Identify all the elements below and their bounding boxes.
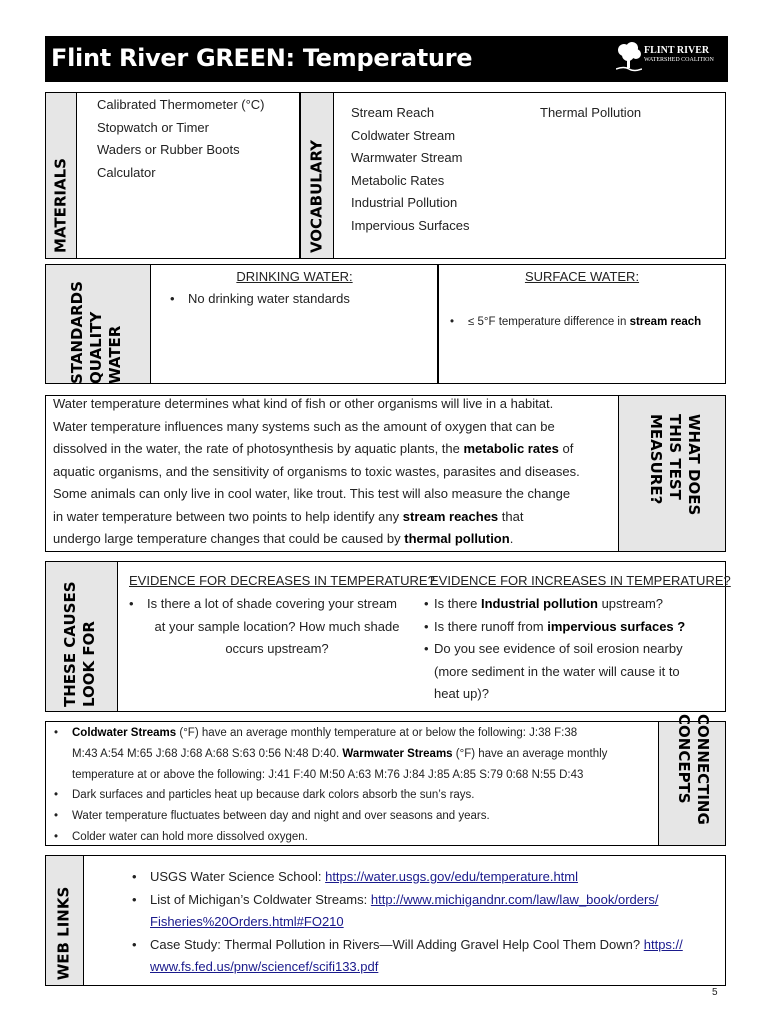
list-item: • Case Study: Thermal Pollution in Rivers—Will Adding Gravel Help Cool Them Down? https:// xyxy=(128,934,683,957)
vocabulary-list-col2 xyxy=(540,102,641,125)
logo-text-sub: WATERSHED COALITION xyxy=(644,57,714,63)
materials-label: MATERIALS xyxy=(51,158,70,253)
list-item: • Coldwater Streams (°F) have an average monthly temperature at or below the following: J:38 F:38 xyxy=(50,723,607,744)
list-item: Waders or Rubber Boots xyxy=(97,142,240,157)
list-item: Stream Reach xyxy=(351,105,435,120)
usgs-link[interactable]: https://water.usgs.gov/edu/temperature.html xyxy=(325,869,579,884)
list-item: Impervious Surfaces xyxy=(351,217,470,233)
measure-label: WHAT DOES THIS TEST MEASURE? xyxy=(647,414,703,516)
standards-label: STANDARDS QUALITY WATER xyxy=(68,281,124,384)
causes-label: THESE CAUSES LOOK FOR xyxy=(61,581,98,707)
list-item: Calibrated Thermometer (°C) xyxy=(97,97,265,112)
materials-list xyxy=(97,94,265,184)
list-item: Stopwatch or Timer xyxy=(97,119,209,135)
michigan-dnr-link-cont[interactable]: Fisheries%20Orders.html#FO210 xyxy=(150,914,344,929)
list-item: • List of Michigan’s Coldwater Streams: http://www.michigandnr.com/law/law_book/orders/ xyxy=(128,889,683,912)
list-item: • Water temperature fluctuates between day and night and over seasons and years. xyxy=(50,806,607,827)
list-item: • Dark surfaces and particles heat up because dark colors absorb the sun’s rays. xyxy=(50,785,607,806)
increase-items: • Is there Industrial pollution upstream? • Is there runoff from impervious surfaces ? • Do you see evidence of soil erosion nearby (more sediment in the water will cause it to heat up)? xyxy=(420,593,685,706)
michigan-dnr-link[interactable]: http://www.michigandnr.com/law/law_book/orders/ xyxy=(370,891,659,907)
concepts-label: CONNECTING CONCEPTS xyxy=(675,714,712,825)
decrease-item: • Is there a lot of shade covering your stream at your sample location? How much shade occurs upstream? xyxy=(125,593,421,661)
drinking-water-header: DRINKING WATER: xyxy=(236,269,353,284)
list-item: Warmwater Stream xyxy=(351,150,463,165)
list-item: • Is there runoff from impervious surfaces ? xyxy=(420,616,685,639)
list-item: Thermal Pollution xyxy=(540,105,642,120)
list-item: Coldwater Stream xyxy=(351,127,456,143)
page-number: 5 xyxy=(712,987,718,998)
list-item: • USGS Water Science School: https://water.usgs.gov/edu/temperature.html xyxy=(128,866,683,889)
concepts-list: • Coldwater Streams (°F) have an average monthly temperature at or below the following: J:38 F:38 M:43 A:54 M:65 J:68 J:68 A:68 S:63 0:56 N:48 D:40. Warmwater Streams (°F) have an average monthly temperature at or above the following: J:41 F:40 M:50 A:63 M:76 J:84 J:85 A:85 S:79 0:68 N:55 D:43 • Dark surfaces and particles heat up because dark colors absorb the sun’s rays. • Water temperature fluctuates between day and night and over seasons and years. • Colder water can hold more dissolved oxygen. xyxy=(50,723,607,848)
list-item: • Colder water can hold more dissolved oxygen. xyxy=(50,827,607,848)
tree-icon xyxy=(616,42,642,72)
vocabulary-label: VOCABULARY xyxy=(307,139,326,254)
list-item: Calculator xyxy=(97,164,156,180)
list-item: Industrial Pollution xyxy=(351,195,458,210)
surface-water-item: • ≤ 5°F temperature difference in stream reach xyxy=(446,311,770,334)
weblinks-label: WEB LINKS xyxy=(54,886,73,981)
list-item: Metabolic Rates xyxy=(351,172,445,188)
list-item: • Is there Industrial pollution upstream? xyxy=(420,593,685,616)
fs-fed-link-cont[interactable]: www.fs.fed.us/pnw/sciencef/scifi133.pdf xyxy=(150,959,379,974)
page-header xyxy=(45,36,728,82)
logo-text-main: FLINT RIVER xyxy=(644,45,710,56)
page-title: Flint River GREEN: Temperature xyxy=(51,44,473,72)
decrease-header: EVIDENCE FOR DECREASES IN TEMPERATURE? xyxy=(129,573,435,588)
weblinks-list xyxy=(128,866,683,979)
vocabulary-list xyxy=(351,102,470,237)
fs-fed-link[interactable]: https:// xyxy=(643,936,683,952)
measure-paragraph: Water temperature determines what kind of fish or other organisms will live in a habitat. Water temperature influences many systems such as the amount of oxygen that can be dissolved in the water, the rate of photosynthesis by aquatic plants, the metabolic rates of aquatic organisms, and the sensitivity of organisms to toxic wastes, parasites and diseases. Some animals can only live in cool water, like trout. This test will also measure the change in water temperature between two points to help identify any stream reaches that undergo large temperature changes that could be caused by thermal pollution. xyxy=(53,396,580,546)
surface-water-header: SURFACE WATER: xyxy=(524,269,640,284)
list-item: • Do you see evidence of soil erosion nearby xyxy=(420,638,685,661)
drinking-water-item: • No drinking water standards xyxy=(166,288,770,311)
flint-river-logo xyxy=(614,40,722,78)
increase-header: EVIDENCE FOR INCREASES IN TEMPERATURE? xyxy=(430,573,731,588)
